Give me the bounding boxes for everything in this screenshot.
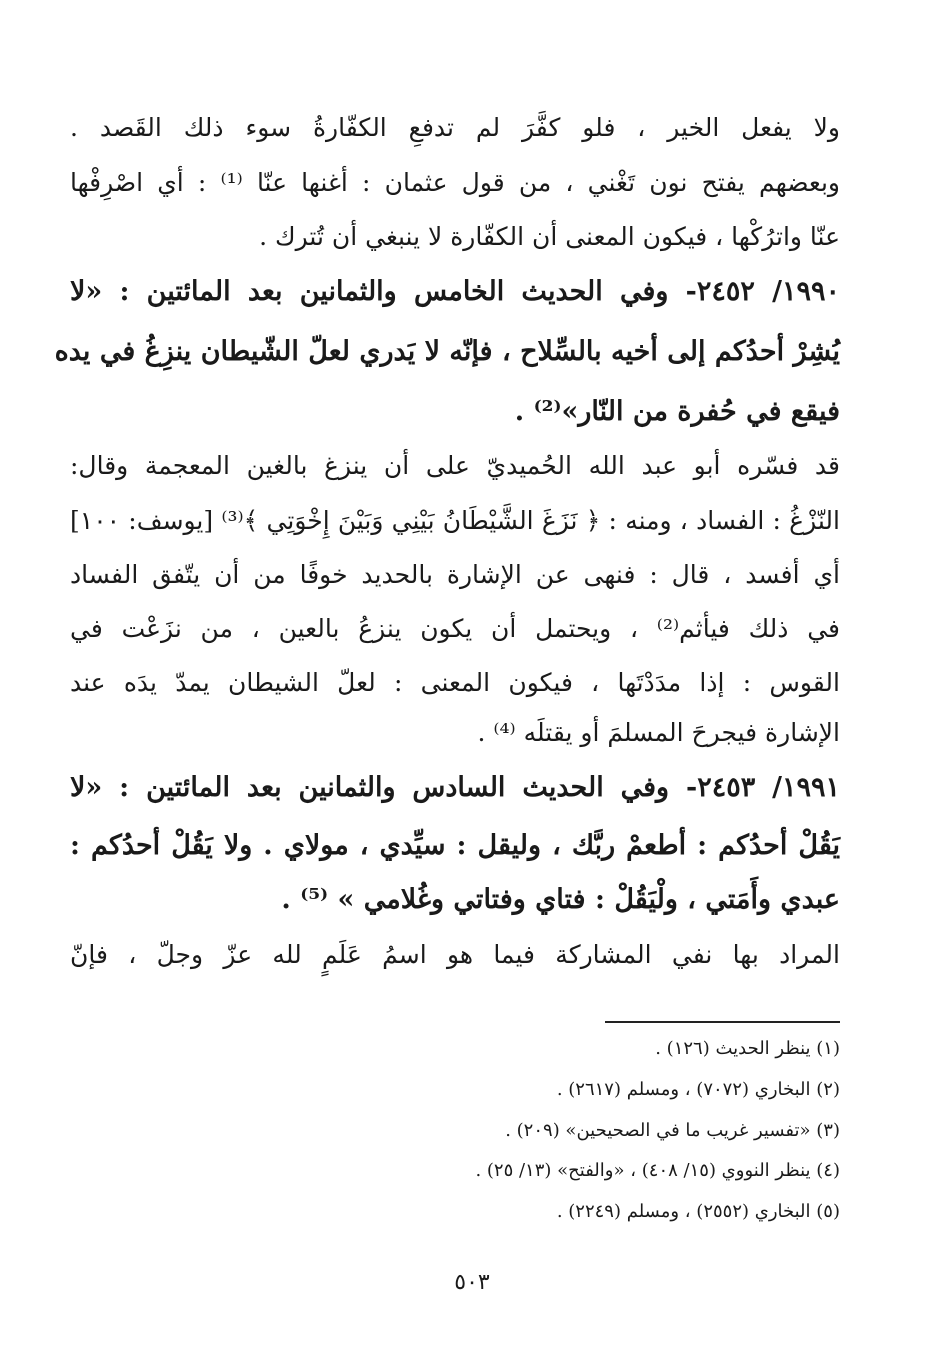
footnote-5: (٥) البخاري (٢٥٥٢) ، ومسلم (٢٢٤٩) . [556, 1201, 840, 1222]
hadith-heading-1991: ١٩٩١/ ٢٤٥٣- وفي الحديث السادس والثمانين بعد المائتين : «لا [70, 772, 840, 803]
text-line-1: ولا يفعل الخير ، فلو كفَّرَ لم تدفعِ الكفّارةُ سوء ذلك القَصد . [70, 113, 840, 142]
hadith-text-line-4: عبدي وأَمَتي ، ولْيَقُلْ : فتاي وفتاتي وغُلامي » ⁽⁵⁾ . [281, 884, 840, 915]
commentary-line-4: في ذلك فيأثم⁽²⁾ ، ويحتمل أن يكون ينزعُ بالعين ، من نزَعْت في [70, 614, 840, 643]
commentary-line-3: أي أفسد ، قال : فنهى عن الإشارة بالحديد خوفًا من أن يتّفق الفساد [70, 560, 840, 589]
footnote-3: (٣) «تفسير غريب ما في الصحيحين» (٢٠٩) . [505, 1120, 840, 1141]
hadith-text-line-3: يَقُلْ أحدُكم : أطعمْ ربَّك ، وليقل : سيِّدي ، مولاي . ولا يَقُلْ أحدُكم : [70, 830, 840, 861]
commentary-line-5: القوس : إذا مدَدْتَها ، فيكون المعنى : لعلّ الشيطان يمدّ يدَه عند [70, 668, 840, 697]
commentary-line-7: المراد بها نفي المشاركة فيما هو اسمُ عَلَمٍ لله عزّ وجلّ ، فإنّ [70, 940, 840, 969]
commentary-line-1: قد فسّره أبو عبد الله الحُميديّ على أن ينزغ بالغين المعجمة وقال: [70, 451, 840, 480]
commentary-line-2: النّزْغُ : الفساد ، ومنه : ﴿ نَزَغَ الشَّيْطَانُ بَيْنِي وَبَيْنَ إِخْوَتِي ﴾⁽³⁾ [يوسف: ١٠٠] [70, 506, 840, 535]
text-line-2: وبعضهم يفتح نون تَغْني ، من قول عثمان : أغنها عنّا ⁽¹⁾ : أي اصْرِفْها [70, 168, 840, 197]
page-body [54, 0, 841, 1367]
footnote-2: (٢) البخاري (٧٠٧٢) ، ومسلم (٢٦١٧) . [556, 1079, 840, 1100]
footnote-4: (٤) ينظر النووي (١٥/ ٤٠٨) ، «والفتح» (١٣/ ٢٥) . [475, 1160, 840, 1181]
hadith-text-line-1: يُشِرْ أحدُكم إلى أخيه بالسِّلاح ، فإنّه لا يَدري لعلّ الشّيطان ينزِغُ في يده [54, 336, 840, 367]
commentary-line-6: الإشارة فيجرحَ المسلمَ أو يقتلَه ⁽⁴⁾ . [477, 718, 840, 747]
footnote-1: (١) ينظر الحديث (١٢٦) . [655, 1038, 840, 1059]
text-line-3: عنّا واترُكْها ، فيكون المعنى أن الكفّارة لا ينبغي أن تُترك . [259, 222, 840, 251]
hadith-text-line-2: فيقع في حُفرة من النّار»⁽²⁾ . [514, 396, 840, 427]
footnote-separator [605, 1021, 840, 1023]
page-number: ٥٠٣ [454, 1270, 490, 1295]
hadith-heading-1990: ١٩٩٠/ ٢٤٥٢- وفي الحديث الخامس والثمانين بعد المائتين : «لا [70, 276, 841, 307]
